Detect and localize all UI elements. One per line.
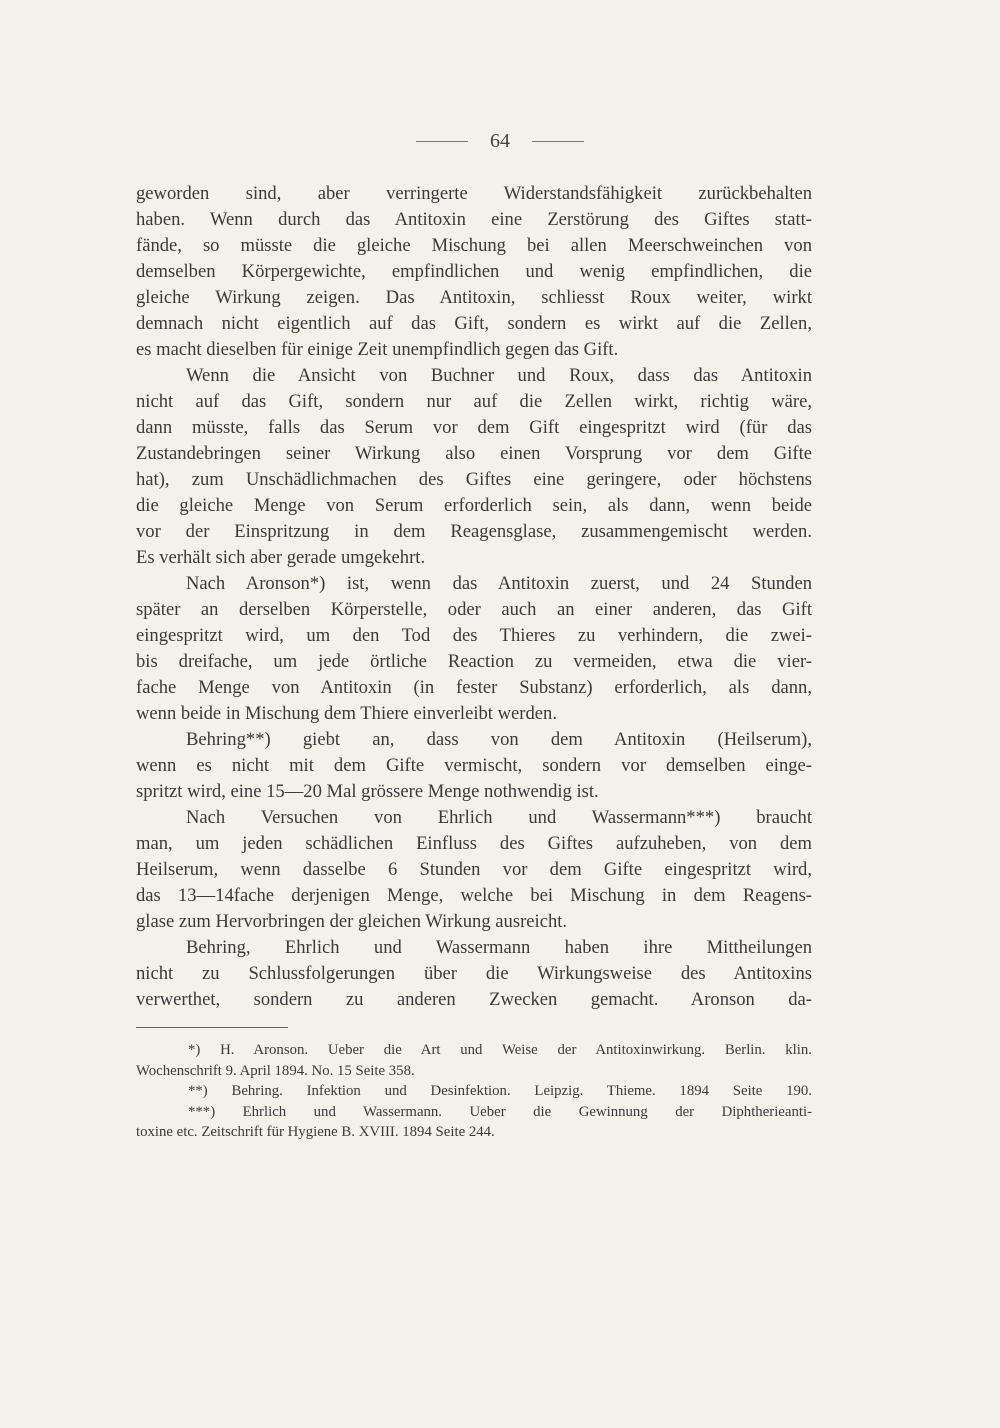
footnote-line: Wochenschrift 9. April 1894. No. 15 Seite 358. [136, 1062, 415, 1079]
text-line: geworden sind, aber verringerte Widerstandsfähigkeit zurückbehalten [136, 183, 812, 204]
text-line: spritzt wird, eine 15—20 Mal grössere Menge nothwendig ist. [136, 781, 599, 802]
text-line: Zustandebringen seiner Wirkung also einen Vorsprung vor dem Gifte [136, 443, 812, 464]
text-line: fände, so müsste die gleiche Mischung bei allen Meerschweinchen von [136, 235, 812, 256]
text-line: eingespritzt wird, um den Tod des Thieres zu verhindern, die zwei- [136, 625, 812, 646]
footnotes [136, 1040, 812, 1143]
text-line: demselben Körpergewichte, empfindlichen und wenig empfindlichen, die [136, 261, 812, 282]
text-line: nicht auf das Gift, sondern nur auf die Zellen wirkt, richtig wäre, [136, 391, 812, 412]
text-line: wenn es nicht mit dem Gifte vermischt, sondern vor demselben einge- [136, 755, 812, 776]
text-line: bis dreifache, um jede örtliche Reaction zu vermeiden, etwa die vier- [136, 651, 812, 672]
text-line: gleiche Wirkung zeigen. Das Antitoxin, schliesst Roux weiter, wirkt [136, 287, 812, 308]
footnote-line: **) Behring. Infektion und Desinfektion. Leipzig. Thieme. 1894 Seite 190. [188, 1083, 812, 1099]
text-line: man, um jeden schädlichen Einfluss des Giftes aufzuheben, von dem [136, 833, 812, 854]
text-line: hat), zum Unschädlichmachen des Giftes eine geringere, oder höchstens [136, 469, 812, 490]
text-line: demnach nicht eigentlich auf das Gift, sondern es wirkt auf die Zellen, [136, 313, 812, 334]
text-line: Nach Versuchen von Ehrlich und Wassermann***) braucht [186, 807, 812, 828]
text-line: dann müsste, falls das Serum vor dem Gift eingespritzt wird (für das [136, 417, 812, 438]
text-line: vor der Einspritzung in dem Reagensglase, zusammengemischt werden. [136, 521, 812, 542]
text-line: haben. Wenn durch das Antitoxin eine Zerstörung des Giftes statt- [136, 209, 812, 230]
text-line: Nach Aronson*) ist, wenn das Antitoxin zuerst, und 24 Stunden [186, 573, 812, 594]
page-header [0, 130, 1000, 153]
text-line: Heilserum, wenn dasselbe 6 Stunden vor dem Gifte eingespritzt wird, [136, 859, 812, 880]
text-line: fache Menge von Antitoxin (in fester Substanz) erforderlich, als dann, [136, 677, 812, 698]
footnote-line: *) H. Aronson. Ueber die Art und Weise der Antitoxinwirkung. Berlin. klin. [188, 1042, 812, 1058]
text-line: es macht dieselben für einige Zeit unempfindlich gegen das Gift. [136, 339, 619, 360]
header-rule-right [532, 141, 584, 142]
page-number: 64 [490, 130, 510, 152]
text-line: das 13—14fache derjenigen Menge, welche bei Mischung in dem Reagens- [136, 885, 812, 906]
text-line: glase zum Hervorbringen der gleichen Wirkung ausreicht. [136, 911, 568, 932]
text-line: Es verhält sich aber gerade umgekehrt. [136, 547, 426, 568]
footnote-rule [136, 1027, 288, 1028]
body-text [136, 181, 812, 1013]
text-line: Behring**) giebt an, dass von dem Antitoxin (Heilserum), [186, 729, 812, 750]
text-line: nicht zu Schlussfolgerungen über die Wirkungsweise des Antitoxins [136, 963, 812, 984]
text-line: wenn beide in Mischung dem Thiere einverleibt werden. [136, 703, 557, 724]
text-line: verwerthet, sondern zu anderen Zwecken gemacht. Aronson da- [136, 989, 812, 1010]
text-line: die gleiche Menge von Serum erforderlich sein, als dann, wenn beide [136, 495, 812, 516]
footnote-line: ***) Ehrlich und Wassermann. Ueber die Gewinnung der Diphtherieanti- [188, 1103, 812, 1120]
footnote-line: toxine etc. Zeitschrift für Hygiene B. XVIII. 1894 Seite 244. [136, 1124, 495, 1140]
header-rule-left [416, 141, 468, 142]
text-line: später an derselben Körperstelle, oder auch an einer anderen, das Gift [136, 599, 812, 620]
text-line: Wenn die Ansicht von Buchner und Roux, dass das Antitoxin [186, 365, 812, 386]
text-line: Behring, Ehrlich und Wassermann haben ihre Mittheilungen [186, 937, 812, 958]
